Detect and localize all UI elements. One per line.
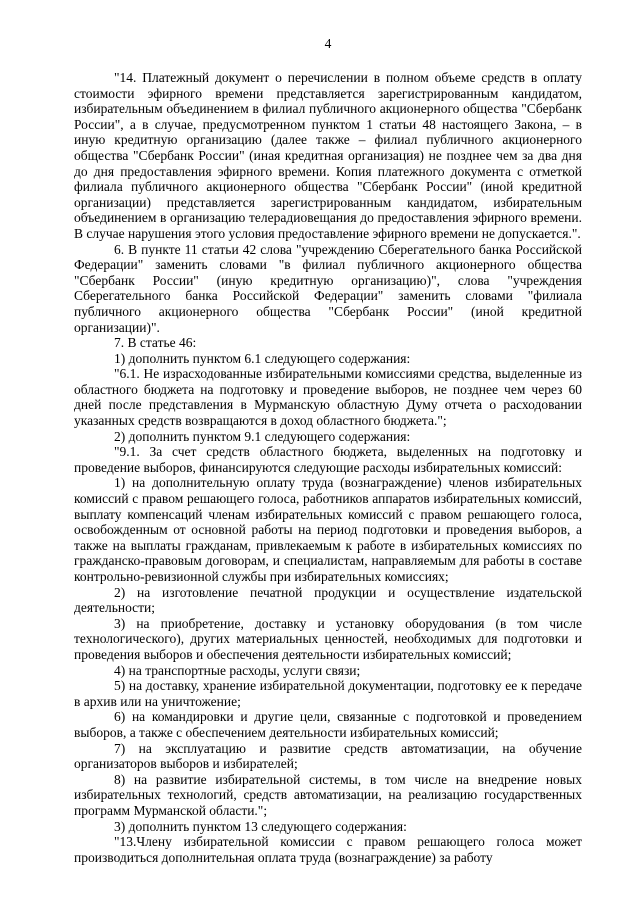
paragraph-point-9-1: "9.1. За счет средств областного бюджета, выделенных на подготовку и проведение выборов, финансируются следующие расходы избирательных комиссий: — [74, 444, 582, 475]
paragraph-subitem-1: 1) дополнить пунктом 6.1 следующего содержания: — [114, 350, 411, 366]
paragraph-item-6: 6. В пункте 11 статьи 42 слова "учреждению Сберегательного банка Российской Федерации" заменить словами "в филиал публичного акционерного общества "Сбербанк России" (иную кредитную организацию)", слова "учреждения Сберегательного банка Российской Федерации" заменить словами "филиала публичного акционерного общества "Сбербанк России" (иной кредитной организации)". — [74, 241, 582, 335]
page-number: 4 — [324, 36, 332, 51]
paragraph-point-6-1: "6.1. Не израсходованные избирательными комиссиями средства, выделенные из областного бюджета на подготовку и проведение выборов, не позднее чем через 60 дней после представления в Мурманскую областную Думу отчета о расходовании указанных средств возвращаются в доход областного бюджета."; — [74, 366, 582, 429]
paragraph-list-item-2: 2) на изготовление печатной продукции и осуществление издательской деятельности; — [74, 584, 582, 616]
paragraph-list-item-6: 6) на командировки и другие цели, связанные с подготовкой и проведением выборов, а также с обеспечением деятельности избирательных комиссий; — [74, 709, 582, 740]
paragraph-subitem-2: 2) дополнить пунктом 9.1 следующего содержания: — [114, 428, 411, 444]
paragraph-list-item-5: 5) на доставку, хранение избирательной документации, подготовку ее к передаче в архив или на уничтожение; — [74, 678, 582, 709]
paragraph-list-item-1: 1) на дополнительную оплату труда (вознаграждение) членов избирательных комиссий с правом решающего голоса, работников аппаратов избирательных комиссий, выплату компенсаций членам избирательных комиссий с правом решающего голоса, освобожденным от основной работы на период подготовки и проведения выборов, а также на выплаты гражданам, привлекаемым к работе в избирательных комиссиях по гражданско-правовым договорам, и специалистам, направляемым для работы в составе контрольно-ревизионной службы при избирательных комиссиях; — [74, 475, 582, 584]
paragraph-list-item-4: 4) на транспортные расходы, услуги связи; — [114, 662, 361, 678]
paragraph-list-item-8: 8) на развитие избирательной системы, в том числе на внедрение новых избирательных технологий, средств автоматизации, на реализацию государственных программ Мурманской области."; — [74, 771, 582, 818]
paragraph-list-item-7: 7) на эксплуатацию и развитие средств автоматизации, на обучение организаторов выборов и избирателей; — [74, 740, 582, 772]
paragraph-list-item-3: 3) на приобретение, доставку и установку оборудования (в том числе технологического), других материальных ценностей, необходимых для подготовки и проведения выборов и обеспечения деятельности избирательных комиссий; — [74, 615, 582, 662]
paragraph-point-13: "13.Члену избирательной комиссии с правом решающего голоса может производиться дополнительная оплата труда (вознаграждение) за работу — [74, 834, 582, 865]
paragraph-subitem-3: 3) дополнить пунктом 13 следующего содержания: — [114, 818, 407, 834]
document-body — [74, 70, 582, 865]
paragraph-item-7: 7. В статье 46: — [114, 335, 197, 351]
paragraph-item-14: "14. Платежный документ о перечислении в полном объеме средств в оплату стоимости эфирного времени представляется зарегистрированным кандидатом, избирательным объединением в филиал публичного акционерного общества "Сбербанк России", а в случае, предусмотренном пунктом 1 статьи 48 настоящего Закона, – в иную кредитную организацию (далее также – филиал публичного акционерного общества "Сбербанк России" (иная кредитная организация) не позднее чем за два дня до дня предоставления эфирного времени. Копия платежного документа с отметкой филиала публичного акционерного общества "Сбербанк России" (иной кредитной организации) представляется зарегистрированным кандидатом, избирательным объединением в организацию телерадиовещания до предоставления эфирного времени. В случае нарушения этого условия предоставление эфирного времени не допускается.". — [74, 70, 582, 241]
